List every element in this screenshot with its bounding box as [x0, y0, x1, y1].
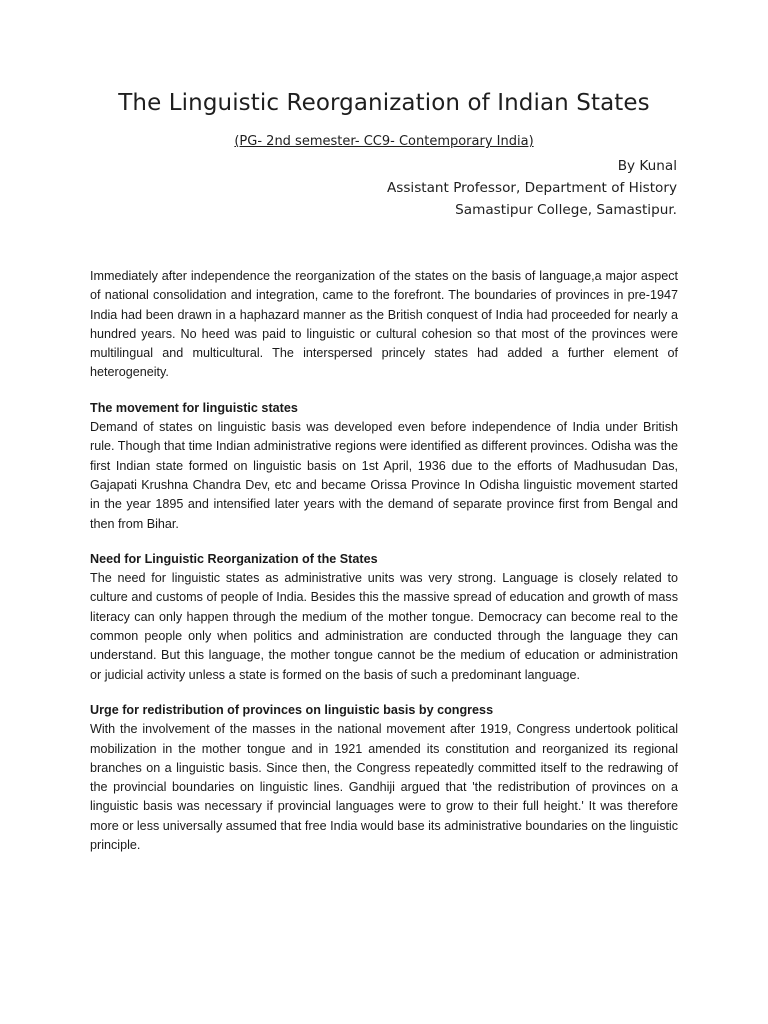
- author-college: Samastipur College, Samastipur.: [455, 202, 677, 218]
- author-position: Assistant Professor, Department of History: [386, 180, 677, 196]
- section-paragraph: With the involvement of the masses in the national movement after 1919, Congress undertook political mobilization in the mother tongue and in 1921 amended its constitution and reorganized its regional branches on a linguistic basis. Since then, the Congress repeatedly committed itself to the redrawing of the provincial boundaries on linguistic lines. Gandhiji argued that 'the redistribution of provinces on a linguistic basis was necessary if provincial languages were to grow to their full height.' It was therefore more or less universally assumed that free India would base its administrative boundaries on the linguistic principle.: [90, 722, 679, 853]
- section-congress-redistribution: [90, 701, 678, 855]
- section-paragraph: The need for linguistic states as administrative units was very strong. Language is closely related to culture and customs of people of India. Besides this the massive spread of education and growth of mass literacy can only happen through the medium of the mother tongue. Democracy can become real to the common people only when politics and administration are conducted through the language they can understand. But this language, the mother tongue cannot be the medium of education or administration or judicial activity unless a state is formed on the basis of such a predominant language.: [90, 571, 678, 682]
- document-subtitle: (PG- 2nd semester- CC9- Contemporary India): [234, 134, 534, 149]
- section-need-for-reorganization: [90, 550, 678, 685]
- section-paragraph: Demand of states on linguistic basis was developed even before independence of India under British rule. Though that time Indian administrative regions were identified as different provinces. Odisha was the first Indian state formed on linguistic basis on 1st April, 1936 due to the efforts of Madhusudan Das, Gajapati Krushna Chandra Dev, etc and became Orissa Province In Odisha linguistic movement started in the year 1895 and intensified later years with the demand of separate province first from Bengal and then from Bihar.: [90, 420, 678, 531]
- section-heading: Urge for redistribution of provinces on linguistic basis by congress: [90, 702, 494, 717]
- section-linguistic-movement: [90, 399, 678, 534]
- document-title: The Linguistic Reorganization of Indian States: [118, 90, 650, 116]
- intro-paragraph: Immediately after independence the reorganization of the states on the basis of language,a major aspect of national consolidation and integration, came to the forefront. The boundaries of provinces in pre-1947 India had been drawn in a haphazard manner as the British conquest of India had proceeded for nearly a hundred years. No heed was paid to linguistic or cultural cohesion so that most of the provinces were multilingual and multicultural. The interspersed princely states had added a further element of heterogeneity.: [90, 269, 678, 380]
- section-heading: Need for Linguistic Reorganization of the States: [90, 551, 378, 566]
- document-body: [90, 267, 678, 871]
- author-block: [387, 155, 677, 221]
- section-heading: The movement for linguistic states: [90, 400, 298, 415]
- author-name: By Kunal: [617, 158, 677, 174]
